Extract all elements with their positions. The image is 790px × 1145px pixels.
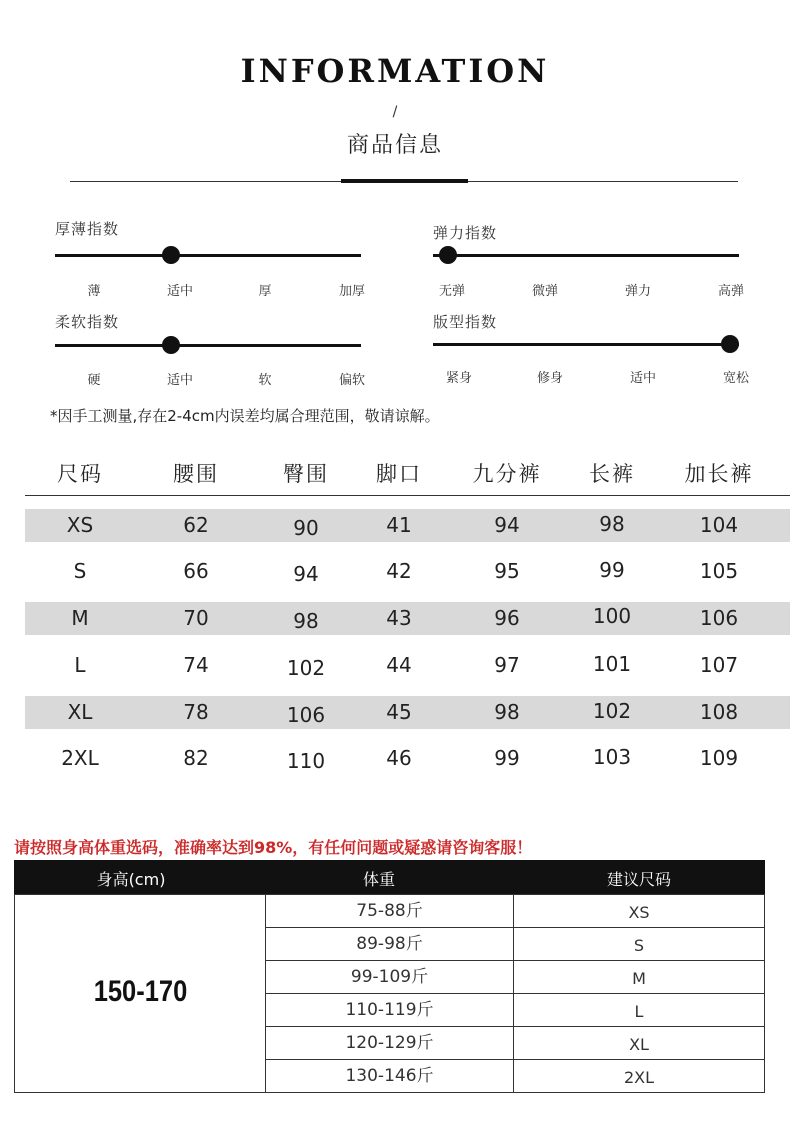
- recommend-note: 请按照身高体重选码，准确率达到98%，有任何问题或疑惑请咨询客服！: [14, 838, 533, 857]
- table-cell: 99: [599, 558, 625, 582]
- table-cell: 104: [699, 513, 739, 537]
- table-cell: XS: [66, 513, 94, 537]
- gauge-label: 薄: [87, 284, 101, 299]
- table-cell: 94: [293, 562, 319, 586]
- table-cell: 46: [386, 746, 412, 770]
- table-row: [25, 742, 790, 775]
- table-cell: 99: [494, 746, 520, 770]
- table-cell: 74: [183, 653, 209, 677]
- title-cn: 商品信息: [346, 133, 443, 158]
- table-cell: 109: [699, 746, 739, 770]
- table-row: [25, 509, 790, 542]
- gauge-label: 修身: [536, 371, 564, 386]
- size-cell: M: [632, 969, 646, 988]
- weight-cell: 89-98斤: [266, 928, 514, 961]
- gauge-track: [433, 254, 739, 257]
- table-cell: 102: [286, 656, 326, 680]
- table-row: [266, 1060, 764, 1093]
- size-cell: XS: [628, 903, 650, 922]
- weight-table-header: [14, 860, 765, 894]
- table-cell: L: [74, 653, 86, 677]
- table-cell: 98: [494, 700, 520, 724]
- table-cell: 94: [494, 513, 520, 537]
- table-cell: 45: [386, 700, 412, 724]
- gauge-thickness: [55, 218, 365, 298]
- table-cell: 90: [293, 516, 319, 540]
- table-cell: 108: [699, 700, 739, 724]
- table-cell: 96: [494, 606, 520, 630]
- table-cell: 106: [699, 606, 739, 630]
- table-cell: 70: [183, 606, 209, 630]
- table-cell: 95: [494, 559, 520, 583]
- table-cell: 100: [592, 604, 632, 628]
- gauge-title: 柔软指数: [55, 313, 120, 331]
- weight-cell: 130-146斤: [266, 1060, 514, 1093]
- table-cell: 98: [293, 609, 319, 633]
- measurement-note: *因手工测量,存在2-4cm内误差均属合理范围，敬请谅解。: [50, 407, 440, 425]
- column-header: 腰围: [173, 462, 219, 486]
- table-row: [266, 1027, 764, 1060]
- table-cell: 82: [183, 746, 209, 770]
- weight-cell: 120-129斤: [266, 1027, 514, 1060]
- column-header: 加长裤: [684, 462, 754, 486]
- gauge-label: 适中: [629, 371, 657, 386]
- gauge-label: 微弹: [531, 284, 559, 299]
- gauge-label: 硬: [87, 373, 101, 388]
- gauge-elasticity: [433, 222, 743, 302]
- gauge-label: 高弹: [717, 284, 745, 299]
- gauge-title: 厚薄指数: [55, 220, 120, 238]
- column-header: 身高(cm): [96, 870, 166, 889]
- gauge-label: 宽松: [722, 371, 750, 386]
- divider-thick: [341, 179, 468, 183]
- table-row: [25, 696, 790, 729]
- gauge-knob: [162, 246, 180, 264]
- height-range-cell: [15, 895, 266, 1092]
- gauge-softness: [55, 311, 365, 391]
- gauge-title: 版型指数: [433, 313, 498, 331]
- table-row: [266, 895, 764, 928]
- table-cell: 62: [183, 513, 209, 537]
- table-cell: 97: [494, 653, 520, 677]
- table-cell: 41: [386, 513, 412, 537]
- gauge-label: 加厚: [338, 284, 366, 299]
- table-cell: 42: [386, 559, 412, 583]
- column-header: 九分裤: [472, 462, 542, 486]
- gauge-label: 弹力: [624, 284, 652, 299]
- table-row: [266, 994, 764, 1027]
- table-cell: 101: [592, 652, 632, 676]
- size-cell: L: [634, 1002, 644, 1021]
- gauge-fit: [433, 311, 750, 391]
- gauge-knob: [721, 335, 739, 353]
- table-row: [266, 928, 764, 961]
- gauge-label: 无弹: [438, 284, 466, 299]
- gauge-track: [55, 254, 361, 257]
- table-cell: 106: [286, 703, 326, 727]
- table-cell: 102: [592, 699, 632, 723]
- weight-cell: 110-119斤: [266, 994, 514, 1027]
- title-slash: /: [392, 104, 398, 120]
- column-header: 建议尺码: [606, 870, 672, 889]
- gauge-label: 紧身: [445, 371, 473, 386]
- gauge-label: 适中: [166, 373, 194, 388]
- size-cell: XL: [629, 1035, 649, 1054]
- table-cell: 98: [599, 512, 625, 536]
- column-header: 尺码: [57, 462, 103, 486]
- gauge-label: 适中: [166, 284, 194, 299]
- column-header: 臀围: [283, 462, 329, 486]
- column-header: 体重: [362, 870, 396, 889]
- weight-cell: 99-109斤: [266, 961, 514, 994]
- table-row: [266, 961, 764, 994]
- title-en: INFORMATION: [240, 52, 550, 90]
- size-cell: S: [633, 936, 645, 955]
- table-cell: S: [73, 559, 87, 583]
- table-cell: 107: [699, 653, 739, 677]
- gauge-title: 弹力指数: [433, 224, 498, 242]
- column-header: 脚口: [376, 462, 422, 486]
- table-cell: 110: [286, 749, 326, 773]
- gauge-label: 软: [258, 373, 272, 388]
- table-cell: 66: [183, 559, 209, 583]
- table-cell: 105: [699, 559, 739, 583]
- table-cell: XL: [67, 700, 93, 724]
- table-cell: 43: [386, 606, 412, 630]
- gauge-track: [55, 344, 361, 347]
- table-cell: M: [71, 606, 89, 630]
- table-cell: 2XL: [61, 746, 99, 770]
- table-row: [25, 555, 790, 588]
- size-table-header: [25, 450, 790, 496]
- gauge-label: 偏软: [338, 373, 366, 388]
- table-cell: 78: [183, 700, 209, 724]
- table-cell: 103: [592, 745, 632, 769]
- table-row: [25, 602, 790, 635]
- gauge-track: [433, 343, 739, 346]
- table-cell: 44: [386, 653, 412, 677]
- gauge-label: 厚: [258, 284, 272, 299]
- column-header: 长裤: [589, 462, 635, 486]
- height-range: 150-170: [93, 975, 188, 1008]
- size-cell: 2XL: [623, 1068, 655, 1087]
- weight-table-body: [14, 894, 765, 1093]
- table-row: [25, 649, 790, 682]
- gauge-knob: [162, 336, 180, 354]
- gauge-knob: [439, 246, 457, 264]
- weight-cell: 75-88斤: [266, 895, 514, 928]
- weight-size-table: [14, 860, 765, 1093]
